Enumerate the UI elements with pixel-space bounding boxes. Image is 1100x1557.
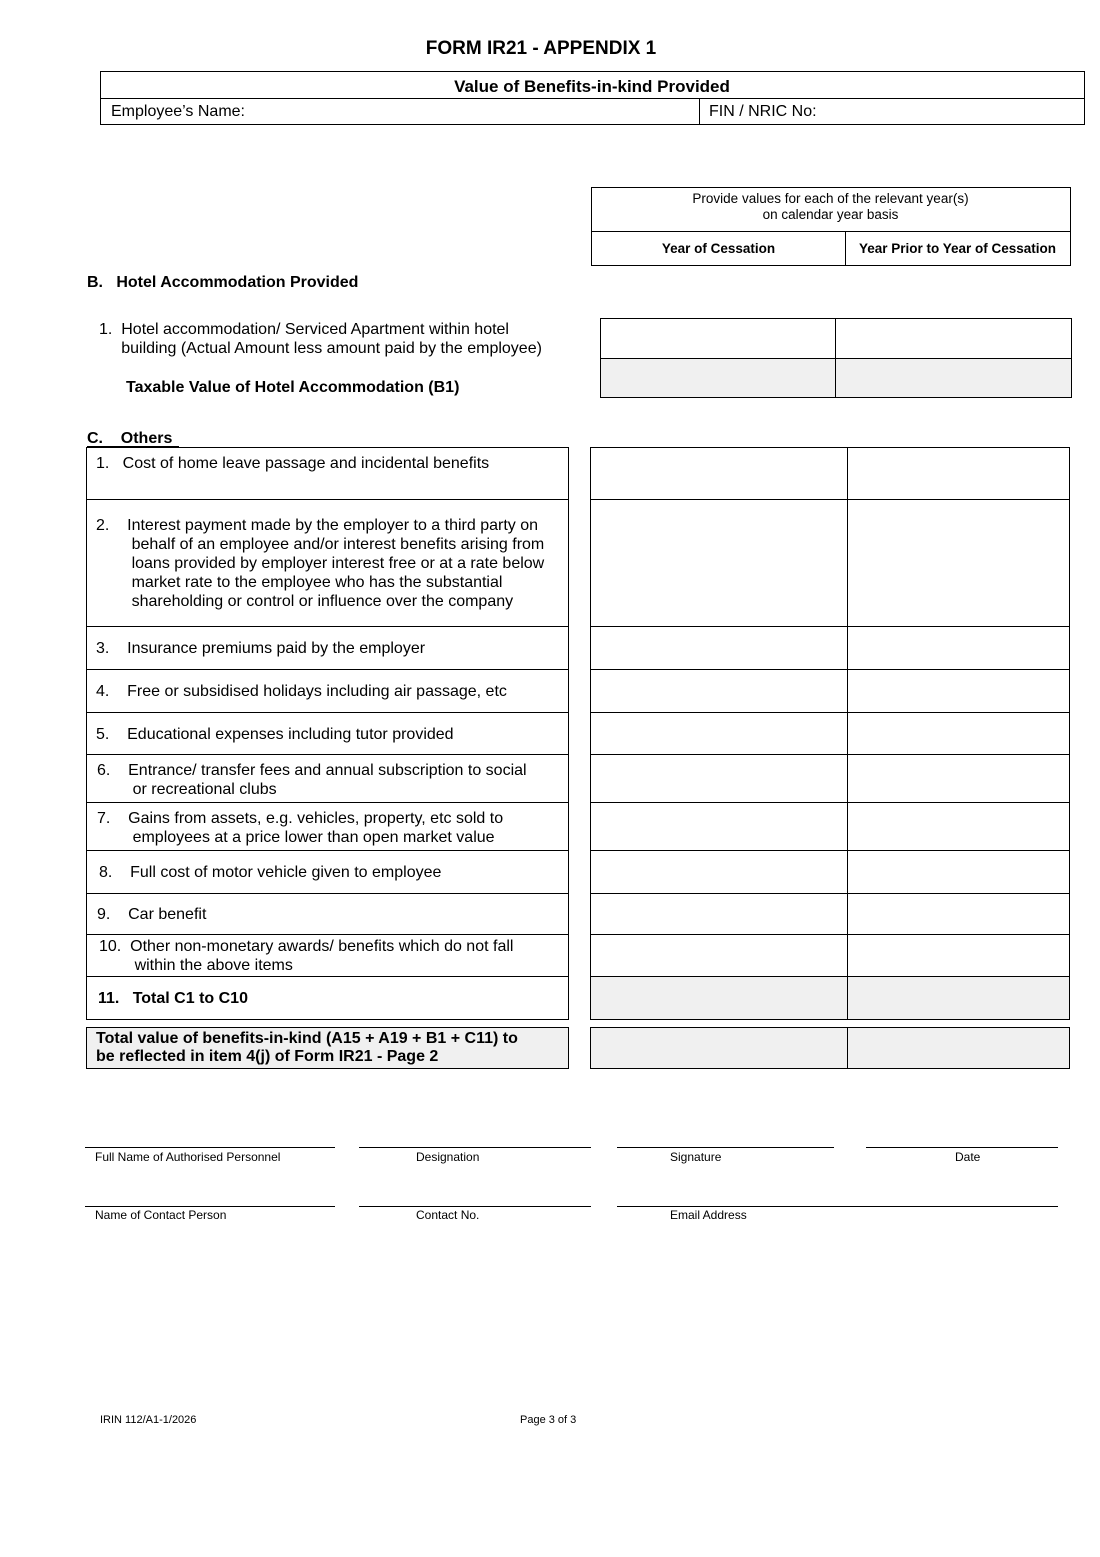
section-c-heading: C. Others bbox=[87, 430, 173, 447]
header-title: Value of Benefits-in-kind Provided bbox=[454, 77, 730, 96]
employee-name-label: Employee’s Name: bbox=[111, 103, 245, 120]
c5-cessation-input[interactable] bbox=[591, 713, 847, 754]
c9-cessation-input[interactable] bbox=[591, 894, 847, 934]
c11-shaded-row bbox=[591, 976, 1069, 1019]
c2-prior-input[interactable] bbox=[849, 500, 1069, 626]
year-divider bbox=[592, 231, 1070, 232]
c6-prior-input[interactable] bbox=[849, 755, 1069, 802]
grand-total-label: Total value of benefits-in-kind (A15 + A19 + B1 + C11) to be reflected in item 4(j) of Form IR21 - Page 2 bbox=[96, 1030, 518, 1065]
signature-line[interactable] bbox=[617, 1147, 834, 1148]
c10-prior-input[interactable] bbox=[849, 935, 1069, 976]
c-item-3: 3. Insurance premiums paid by the employer bbox=[96, 640, 426, 657]
c1-cessation-input[interactable] bbox=[591, 448, 847, 499]
section-b-grid bbox=[600, 318, 1072, 398]
contact-no-label: Contact No. bbox=[416, 1208, 480, 1222]
c-item-11-total: 11. Total C1 to C10 bbox=[98, 990, 248, 1007]
c5-prior-input[interactable] bbox=[849, 713, 1069, 754]
c9-prior-input[interactable] bbox=[849, 894, 1069, 934]
c8-cessation-input[interactable] bbox=[591, 851, 847, 893]
header-col-divider bbox=[699, 98, 700, 124]
b-col-divider bbox=[835, 319, 836, 397]
c-item-10: 10. Other non-monetary awards/ benefits which do not fall within the above items bbox=[99, 938, 514, 974]
b1-prior-input[interactable] bbox=[837, 319, 1071, 358]
c3-prior-input[interactable] bbox=[849, 627, 1069, 669]
c3-cessation-input[interactable] bbox=[591, 627, 847, 669]
section-c-values-grid bbox=[590, 447, 1070, 1020]
contact-person-line[interactable] bbox=[85, 1206, 335, 1207]
b1-cessation-input[interactable] bbox=[601, 319, 835, 358]
year-note: Provide values for each of the relevant year(s) on calendar year basis bbox=[692, 191, 969, 222]
c6-cessation-input[interactable] bbox=[591, 755, 847, 802]
grand-total-prior-input[interactable] bbox=[849, 1028, 1069, 1068]
c7-cessation-input[interactable] bbox=[591, 803, 847, 850]
c-item-2: 2. Interest payment made by the employer to a third party on behalf of an employee and/or interest benefits arising from loans provided by employer interest free or at a rate below market rate to the employee who has the substantial shareholding or control or influence over the company bbox=[96, 517, 545, 610]
signature-label: Signature bbox=[670, 1150, 722, 1164]
c4-cessation-input[interactable] bbox=[591, 670, 847, 712]
c1-prior-input[interactable] bbox=[849, 448, 1069, 499]
b1-shaded-row bbox=[601, 358, 1071, 397]
header-divider bbox=[101, 98, 1084, 99]
c8-prior-input[interactable] bbox=[849, 851, 1069, 893]
c4-prior-input[interactable] bbox=[849, 670, 1069, 712]
designation-label: Designation bbox=[416, 1150, 480, 1164]
grand-total-cessation-input[interactable] bbox=[591, 1028, 847, 1068]
contact-person-label: Name of Contact Person bbox=[95, 1208, 227, 1222]
year-prior-header: Year Prior to Year of Cessation bbox=[858, 241, 1057, 256]
section-b-item-1: 1. Hotel accommodation/ Serviced Apartment within hotel building (Actual Amount less amount paid by the employee) bbox=[99, 321, 542, 357]
email-label: Email Address bbox=[670, 1208, 747, 1222]
c7-prior-input[interactable] bbox=[849, 803, 1069, 850]
section-b-taxable-label: Taxable Value of Hotel Accommodation (B1) bbox=[126, 379, 460, 396]
date-line[interactable] bbox=[866, 1147, 1058, 1148]
c-item-5: 5. Educational expenses including tutor provided bbox=[96, 726, 454, 743]
c-item-6: 6. Entrance/ transfer fees and annual subscription to social or recreational clubs bbox=[97, 762, 527, 798]
section-b-heading: B. Hotel Accommodation Provided bbox=[87, 274, 359, 291]
section-c-items-table bbox=[86, 447, 569, 1020]
grand-total-values-grid bbox=[590, 1027, 1070, 1069]
year-of-cessation-header: Year of Cessation bbox=[661, 241, 776, 256]
contact-no-line[interactable] bbox=[359, 1206, 591, 1207]
footer-page-number: Page 3 of 3 bbox=[520, 1414, 577, 1426]
year-header-box bbox=[591, 187, 1071, 266]
grand-total-label-box bbox=[86, 1027, 569, 1069]
c-item-7: 7. Gains from assets, e.g. vehicles, property, etc sold to employees at a price lower than open market value bbox=[97, 810, 504, 846]
c10-cessation-input[interactable] bbox=[591, 935, 847, 976]
b-row-divider bbox=[601, 358, 1071, 359]
email-line[interactable] bbox=[617, 1206, 1058, 1207]
c-item-8: 8. Full cost of motor vehicle given to employee bbox=[99, 864, 442, 881]
authorised-name-line[interactable] bbox=[85, 1147, 335, 1148]
header-table bbox=[100, 71, 1085, 125]
c-item-4: 4. Free or subsidised holidays including air passage, etc bbox=[96, 683, 507, 700]
designation-line[interactable] bbox=[359, 1147, 591, 1148]
c-item-9: 9. Car benefit bbox=[97, 906, 207, 923]
form-title: FORM IR21 - APPENDIX 1 bbox=[425, 38, 657, 59]
date-label: Date bbox=[955, 1150, 981, 1164]
authorised-name-label: Full Name of Authorised Personnel bbox=[95, 1150, 281, 1164]
fin-nric-label: FIN / NRIC No: bbox=[709, 103, 817, 120]
footer-form-ref: IRIN 112/A1-1/2026 bbox=[100, 1414, 197, 1426]
c-item-1: 1. Cost of home leave passage and incidental benefits bbox=[96, 455, 490, 472]
c2-cessation-input[interactable] bbox=[591, 500, 847, 626]
